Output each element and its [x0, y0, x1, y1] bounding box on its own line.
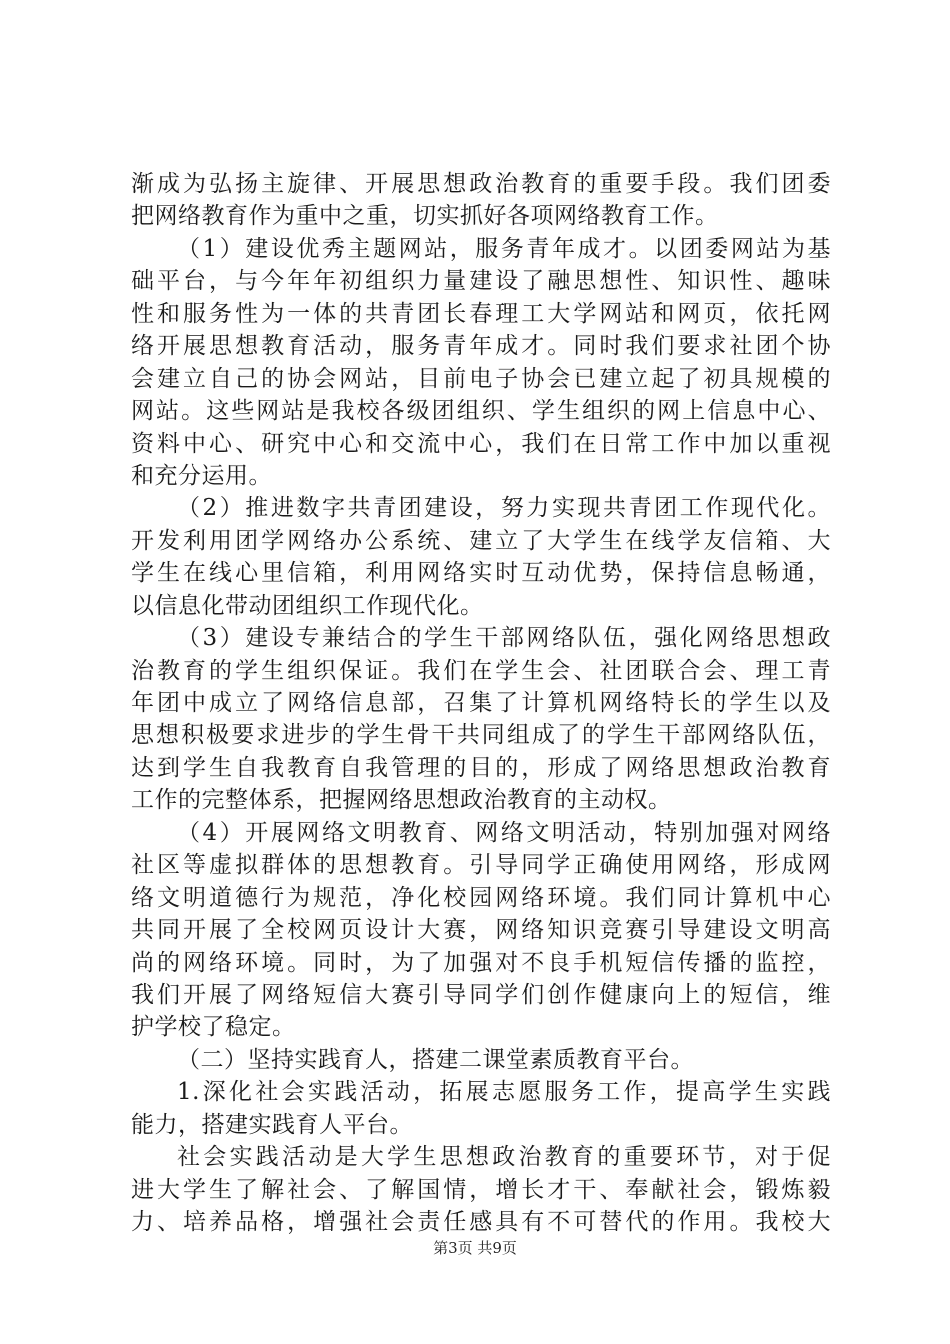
text-line: 工作的完整体系，把握网络思想政治教育的主动权。 [131, 787, 672, 814]
text-line: 会建立自己的协会网站，目前电子协会已建立起了初具规模的 [131, 365, 831, 392]
text-line: 护学校了稳定。 [131, 1014, 296, 1041]
text-line: 渐成为弘扬主旋律、开展思想政治教育的重要手段。我们团委 [131, 171, 831, 197]
text-line: 资料中心、研究中心和交流中心，我们在日常工作中加以重视 [131, 430, 831, 457]
body-text [131, 168, 831, 1238]
text-line: 思想积极要求进步的学生骨干共同组成了的学生干部网络队伍， [131, 722, 831, 749]
text-line: 络文明道德行为规范，净化校园网络环境。我们同计算机中心 [131, 884, 831, 911]
text-line: 达到学生自我教育自我管理的目的，形成了网络思想政治教育 [131, 754, 831, 781]
text-line: 开发利用团学网络办公系统、建立了大学生在线学友信箱、大 [131, 527, 831, 554]
text-line: 性和服务性为一体的共青团长春理工大学网站和网页，依托网 [131, 300, 831, 327]
text-line: （4）开展网络文明教育、网络文明活动，特别加强对网络 [177, 819, 831, 846]
text-line: 础平台，与今年年初组织力量建设了融思想性、知识性、趣味 [131, 268, 831, 295]
text-line: （二）坚持实践育人，搭建二课堂素质教育平台。 [177, 1046, 694, 1073]
text-line: （1）建设优秀主题网站，服务青年成才。以团委网站为基 [177, 235, 831, 262]
text-line: 力、培养品格，增强社会责任感具有不可替代的作用。我校大 [131, 1209, 831, 1235]
text-line: （2）推进数字共青团建设，努力实现共青团工作现代化。 [177, 495, 831, 522]
text-line: 社会实践活动是大学生思想政治教育的重要环节，对于促 [177, 1144, 831, 1171]
text-line: 年团中成立了网络信息部，召集了计算机网络特长的学生以及 [131, 690, 831, 716]
page-footer: 第3页 共9页 [433, 1239, 517, 1257]
text-line: 进大学生了解社会、了解国情，增长才干、奉献社会，锻炼毅 [131, 1176, 831, 1203]
text-line: 把网络教育作为重中之重，切实抓好各项网络教育工作。 [131, 203, 719, 230]
text-line: 治教育的学生组织保证。我们在学生会、社团联合会、理工青 [131, 657, 831, 684]
text-line: （3）建设专兼结合的学生干部网络队伍，强化网络思想政 [177, 625, 831, 652]
text-line: 网站。这些网站是我校各级团组织、学生组织的网上信息中心、 [131, 398, 831, 425]
text-line: 能力，搭建实践育人平台。 [131, 1111, 413, 1138]
text-line: 络开展思想教育活动，服务青年成才。同时我们要求社团个协 [131, 333, 831, 360]
text-line: 1.深化社会实践活动，拓展志愿服务工作，提高学生实践 [177, 1079, 831, 1106]
text-line: 学生在线心里信箱，利用网络实时互动优势，保持信息畅通， [131, 560, 831, 587]
text-line: 我们开展了网络短信大赛引导同学们创作健康向上的短信，维 [131, 981, 831, 1008]
text-line: 和充分运用。 [131, 462, 272, 489]
text-line: 尚的网络环境。同时，为了加强对不良手机短信传播的监控， [131, 949, 831, 976]
text-line: 以信息化带动团组织工作现代化。 [131, 592, 484, 619]
text-line: 社区等虚拟群体的思想教育。引导同学正确使用网络，形成网 [131, 852, 831, 879]
text-line: 共同开展了全校网页设计大赛，网络知识竞赛引导建设文明高 [131, 917, 831, 944]
